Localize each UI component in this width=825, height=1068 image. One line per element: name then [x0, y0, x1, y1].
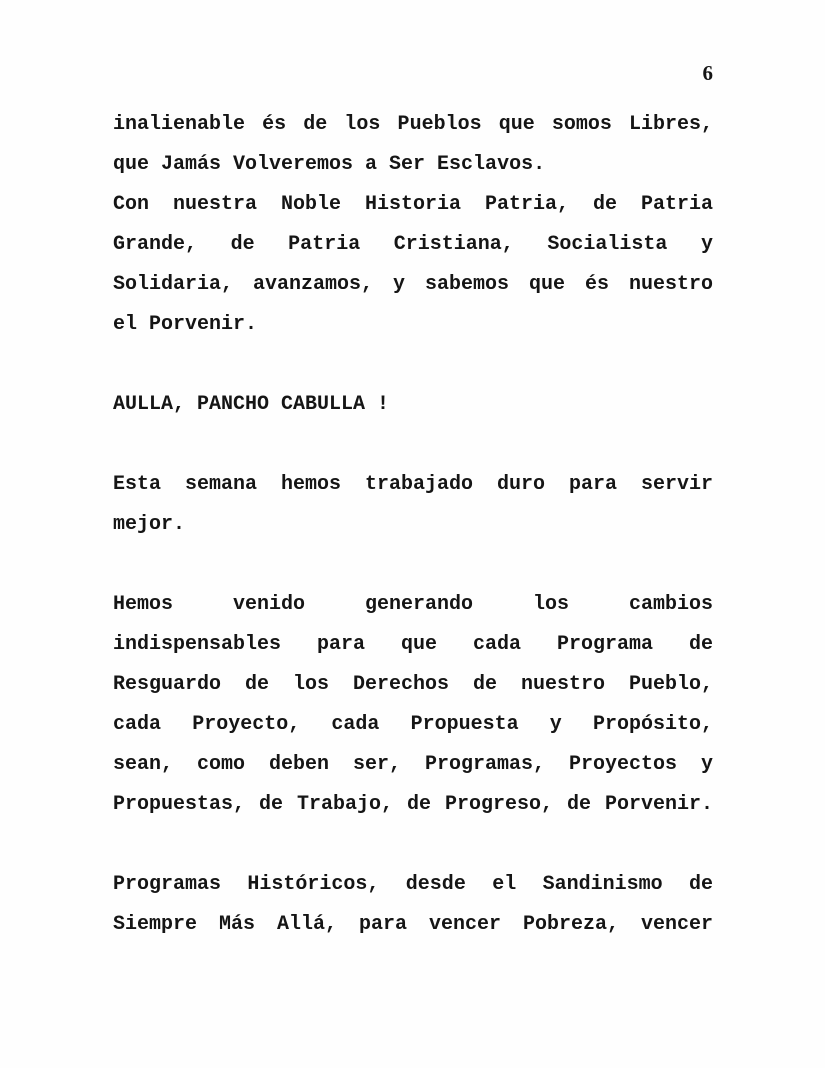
blank-line [113, 825, 713, 865]
text-line: Hemos venido generando los cambios [113, 593, 713, 616]
text-line: Programas Históricos, desde el Sandinismo de [113, 873, 713, 896]
text-line: el Porvenir. [113, 313, 258, 336]
text-line: Con nuestra Noble Historia Patria, de Patria [113, 193, 713, 216]
text-line: indispensables para que cada Programa de [113, 633, 713, 656]
page-number: 6 [702, 61, 713, 85]
text-line: sean, como deben ser, Programas, Proyectos y [113, 753, 713, 776]
text-line: mejor. [113, 513, 186, 536]
text-line: Propuestas, de Trabajo, de Progreso, de Porvenir. [113, 793, 713, 816]
text-line: Grande, de Patria Cristiana, Socialista y [113, 233, 713, 256]
text-line: Solidaria, avanzamos, y sabemos que és nuestro [113, 273, 713, 296]
text-line: Esta semana hemos trabajado duro para servir [113, 473, 713, 496]
text-line: cada Proyecto, cada Propuesta y Propósito, [113, 713, 713, 736]
document-body [113, 105, 713, 945]
text-line: Siempre Más Allá, para vencer Pobreza, vencer [113, 913, 713, 936]
text-line: AULLA, PANCHO CABULLA ! [113, 393, 390, 416]
text-line: Resguardo de los Derechos de nuestro Pueblo, [113, 673, 713, 696]
text-line: inalienable és de los Pueblos que somos Libres, [113, 113, 713, 136]
blank-line [113, 545, 713, 585]
blank-line [113, 345, 713, 385]
blank-line [113, 425, 713, 465]
text-line: que Jamás Volveremos a Ser Esclavos. [113, 153, 546, 176]
